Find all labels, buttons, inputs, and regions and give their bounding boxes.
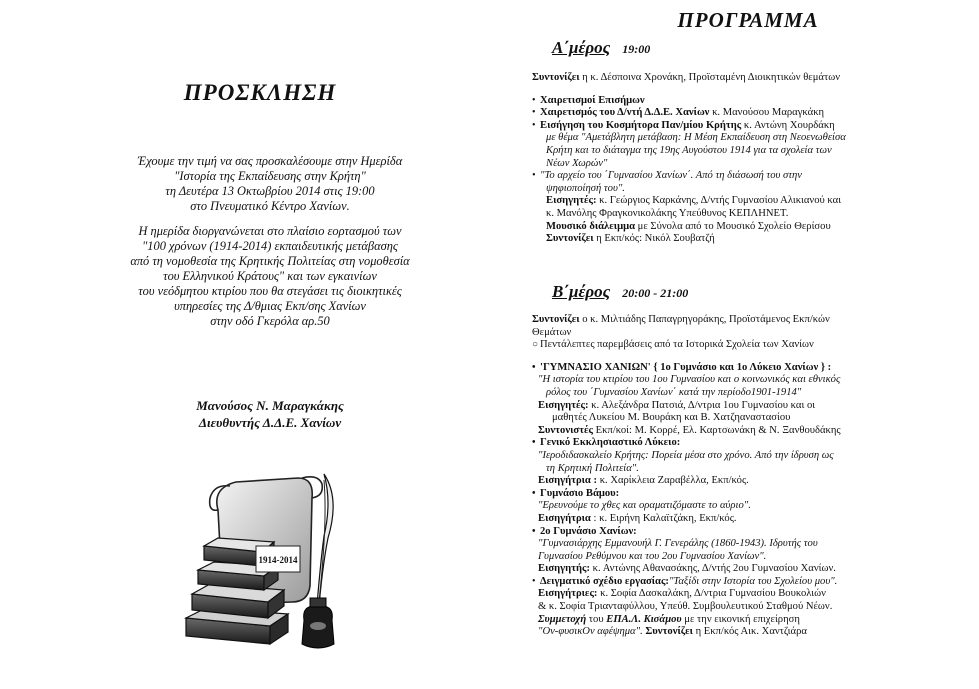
topic-line: "Ιεροδιδασκαλείο Κρήτης: Πορεία μέσα στο χρόνο. Από την ίδρυση ως [538,449,834,461]
speakers-line [532,588,970,601]
speakers-line: κ. Μανόλης Φραγκονικολάκης Υπεύθυνος ΚΕΠΛΗΝΕΤ. [546,207,789,219]
topic-line: "Η ιστορία του κτιρίου του 1ου Γυμνασίου και ο κοινωνικός και εθνικός [538,374,841,386]
invitation-line: στο Πνευματικό Κέντρο Χανίων. [190,199,350,213]
speaker-label: Εισηγητής: [538,563,590,575]
program-panel [522,0,974,689]
coordinator-label: Συντονίζει [532,314,580,325]
coordinator-line [532,233,970,246]
topic-line: "Ερευνούμε το χθες και οραματιζόμαστε το αύριο". [538,500,751,512]
part-b-content [532,314,970,639]
school-heading: Γυμνάσιο Βάμου: [540,487,620,499]
invitation-line: τη Δευτέρα 13 Οκτωβρίου 2014 στις 19:00 [165,184,375,198]
participation-product: "Ον-φυσικΟν αφέψημα". [538,626,643,638]
coordinators-label: Συντονιστές [538,424,593,436]
speakers-line: & κ. Σοφία Τριανταφύλλου, Υπεύθ. Συμβουλευτικού Σταθμού Νέων. [538,601,833,613]
topic-line: ρόλος του ΄Γυμνασίου Χανίων΄ κατά την περίοδο1901-1914" [546,386,802,398]
school-heading: 2ο Γυμνάσιο Χανίων: [540,525,637,537]
speech-text: κ. Αντώνη Χουρδάκη [743,119,835,131]
part-b-time: 20:00 - 21:00 [622,286,689,300]
participation-school: ΕΠΑ.Λ. Κισάμου [606,613,682,625]
coordinator-label: Συντονίζει [532,72,580,83]
speaker-text: κ. Αντώνης Αθανασάκης, Δ/ντής 2ου Γυμνασίου Χανίων. [592,563,836,575]
program-title: ΠΡΟΓΡΑΜΜΑ [677,8,819,32]
coordinator-text: Θεμάτων [532,326,572,338]
speakers-line: μαθητές Λυκείου Μ. Βουράκη και Β. Χατζηαναστασίου [552,412,791,424]
part-b-heading [552,282,688,302]
speaker-line [532,563,970,576]
part-a-content [532,72,970,246]
speech-topic-line: Νέων Χωρών" [546,157,608,169]
invitation-line: "100 χρόνων (1914-2014) εκπαιδευτικής μετάβασης [142,239,398,253]
list-item: • 'ΓΥΜΝΑΣΙΟ ΧΑΝΙΩΝ' { 1ο Γυμνάσιο και 1ο Λύκειο Χανίων } : [532,361,832,373]
five-minute-talks: Πεντάλεπτες παρεμβάσεις από τα Ιστορικά Σχολεία των Χανίων [540,339,814,351]
coordinator-label: Συντονίζει [546,233,594,245]
list-item: • Γυμνάσιο Βάμου: [532,487,620,499]
speaker-line [532,513,970,526]
list-item: • Γενικό Εκκλησιαστικό Λύκειο: [532,437,681,449]
list-item: ○ Πεντάλεπτες παρεμβάσεις από τα Ιστορικά Σχολεία των Χανίων [532,339,814,351]
coordinator-text: ο κ. Μιλτιάδης Παπαγρηγοράκης, Προϊστάμενος Εκπ/κών [582,314,830,325]
topic-line: τη Κρητική Πολιτεία". [546,462,639,474]
list-item: • Εισήγηση του Κοσμήτορα Παν/μίου Κρήτης κ. Αντώνη Χουρδάκη [532,119,835,131]
part-a-coordinator [532,72,970,85]
speech-topic-line: Κρήτη και το διάταγμα της 19ης Αυγούστου 1914 για τα σχολεία των [546,144,832,156]
invitation-line: του νεόδμητου κτιρίου που θα στεγάσει τις διοικητικές [138,284,402,298]
invitation-line: από τη νομοθεσία της Κρητικής Πολιτείας στη νομοθεσία [130,254,410,268]
books-quill-illustration [178,468,354,654]
music-label: Μουσικό διάλειμμα [546,220,635,232]
coordinators-text: Εκπ/κοί: Μ. Κορρέ, Ελ. Καρτσωνάκη & Ν. Ξανθουδάκης [595,424,841,436]
signature-role: Διευθυντής Δ.Δ.Ε. Χανίων [198,415,342,430]
archive-topic-line: "Το αρχείο του ΄Γυμνασίου Χανίων΄. Από τη διάσωσή του στην [540,170,803,182]
list-item: • Χαιρετισμός του Δ/ντή Δ.Δ.Ε. Χανίων κ. Μανούσου Μαραγκάκη [532,107,825,119]
speaker-line [532,475,970,488]
invitation-line: του Ελληνικού Κράτους" και των εγκαινίων [163,269,377,283]
invitation-line: "Ιστορία της Εκπαίδευσης στην Κρήτη" [174,169,366,183]
greetings-label: Χαιρετισμοί Επισήμων [540,94,645,106]
coordinator-text: η Εκπ/κός: Νικόλ Σουβατζή [596,233,715,245]
invitation-title: ΠΡΟΣΚΛΗΣΗ [183,80,337,105]
part-a-heading [552,38,650,58]
coordinator-label: Συντονίζει [645,626,693,638]
project-heading: Δειγματικό σχέδιο εργασίας: [540,575,669,587]
greeting-text: κ. Μανούσου Μαραγκάκη [712,107,825,119]
participation-line [532,626,970,639]
invitation-line: υπηρεσίες της Δ/θμιας Εκπ/σης Χανίων [174,299,366,313]
music-text: με Σύνολα από το Μουσικό Σχολείο Θερίσου [637,220,831,232]
speakers-label: Εισηγητές: [546,195,597,207]
signature-name: Μανούσος Ν. Μαραγκάκης [196,398,344,413]
participation-label: Συμμετοχή [538,613,587,625]
project-topic: "Ταξίδι στην Ιστορία του Σχολείου μου". [668,575,838,587]
illustration-year-label: 1914-2014 [258,555,298,565]
list-item: • 2ο Γυμνάσιο Χανίων: [532,525,637,537]
archive-topic-line: ψηφιοποίησή του". [546,182,625,194]
speech-label: Εισήγηση του Κοσμήτορα Παν/μίου Κρήτης [540,119,742,131]
speakers-line [532,400,970,413]
part-b-label: Β΄μέρος [552,282,611,301]
participation-text: με την εικονική επιχείρηση [684,613,800,625]
invitation-line: Η ημερίδα διοργανώνεται στο πλαίσιο εορτασμού των [138,224,402,238]
list-item: • "Το αρχείο του ΄Γυμνασίου Χανίων΄. Από τη διάσωσή του στην [532,170,803,182]
list-item: • Δειγματικό σχέδιο εργασίας:"Ταξίδι στην Ιστορία του Σχολείου μου". [532,575,838,587]
signature-block [100,397,440,431]
speakers-label: Εισηγητές: [538,399,589,411]
part-b-coordinator [532,314,970,327]
part-a-time: 19:00 [622,42,651,56]
speech-topic-line: με θέμα "Αμετάβλητη μετάβαση: Η Μέση Εκπαίδευση στη Νεοενωθείσα [546,132,846,144]
list-item: • Χαιρετισμοί Επισήμων [532,94,645,106]
coordinators-line [532,425,970,438]
coordinator-text: η Εκπ/κός Αικ. Χαντζιάρα [695,626,807,638]
music-line [532,221,970,234]
speakers-line [532,195,970,208]
speakers-text: κ. Σοφία Δασκαλάκη, Δ/ντρια Γυμνασίου Βουκολιών [600,588,826,600]
invitation-line: στην οδό Γκερόλα αρ.50 [210,314,330,328]
speaker-text: κ. Χαρίκλεια Ζαραβέλλα, Εκπ/κός. [599,475,749,487]
school-heading: Γενικό Εκκλησιαστικό Λύκειο: [540,437,681,449]
speaker-label: Εισηγήτρια : [538,475,598,487]
speakers-label: Εισηγήτριες: [538,588,598,600]
participation-mid: του [588,613,604,625]
invitation-body [120,154,420,329]
part-a-label: Α΄μέρος [552,38,611,57]
school-heading: 'ΓΥΜΝΑΣΙΟ ΧΑΝΙΩΝ' { 1ο Γυμνάσιο και 1ο Λύκειο Χανίων } : [540,361,832,373]
speakers-text: κ. Αλεξάνδρα Πατσιά, Δ/ντρια 1ου Γυμνασίου και οι [591,399,816,411]
topic-line: Γυμνασίου Ρεθύμνου και του 2ου Γυμνασίου Χανίων". [538,550,767,562]
speaker-text: : κ. Ειρήνη Καλαϊτζάκη, Εκπ/κός. [593,512,737,524]
coordinator-text: η κ. Δέσποινα Χρονάκη, Προϊσταμένη Διοικητικών θεμάτων [582,72,840,83]
speaker-label: Εισηγήτρια [538,512,591,524]
greeting-label: Χαιρετισμός του Δ/ντή Δ.Δ.Ε. Χανίων [540,107,710,119]
speakers-text: κ. Γεώργιος Καρκάνης, Δ/ντής Γυμνασίου Αλικιανού και [599,195,842,207]
topic-line: "Γυμνασιάρχης Εμμανουήλ Γ. Γενεράλης (1860-1943). Ιδρυτής του [538,538,818,550]
participation-line [532,614,970,627]
invitation-line: Έχουμε την τιμή να σας προσκαλέσουμε στην Ημερίδα [137,154,403,168]
